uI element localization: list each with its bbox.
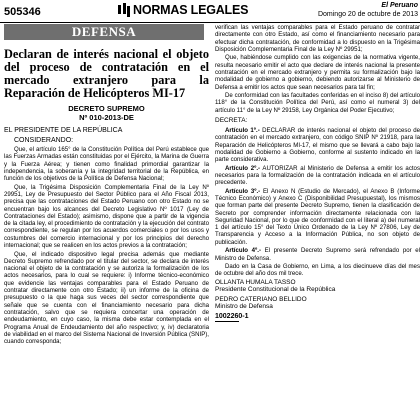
headline: Declaran de interés nacional el objeto del proceso de contratación en el mercado extranjero para la Reparación de Helicópteros MI-17 xyxy=(4,47,209,100)
article-1-text: DECLARAR de interés nacional el objeto del proceso de contratación en el mercado extranjero, con código SNIP Nº 21918, para la Reparación de Helicópteros MI-17, el mismo que se llevará a cabo bajo la modalidad de Gobierno a Gobierno, conforme al sustento indicado en la parte considerativa. xyxy=(215,126,420,164)
signatory-1-name: OLLANTA HUMALA TASSO xyxy=(215,278,296,286)
page-number: 505346 xyxy=(4,6,41,18)
considerando-paragraph-1: Que, el artículo 165° de la Constitución Política del Perú establece que las Fuerzas Armadas están constituidas por el Ejército, la Marina de Guerra y la Fuerza Aérea; y tienen como finalidad primordial garantizar la independencia, la soberanía y la integridad territorial de la República, en función de los objetivos de la Política de Defensa Nacional; xyxy=(4,146,209,183)
legal-basis-paragraph: De conformidad con las facultades conferidas en el inciso 8) del artículo 118° de la Constitución Política del Perú, así como el numeral 3) del artículo 11° de la Ley Nº 29158, Ley Orgánica del Poder Ejecutivo; xyxy=(215,92,420,114)
article-4-label: Artículo 4º.- xyxy=(225,247,261,255)
reference-rule xyxy=(215,321,239,322)
article-4-text: El presente Decreto Supremo será refrendado por el Ministro de Defensa. xyxy=(215,247,420,262)
signatory-2-role: Ministro de Defensa xyxy=(215,303,273,311)
publication-name: El Peruano xyxy=(381,2,418,9)
section-banner: DEFENSA xyxy=(4,24,204,40)
decree-title: DECRETO SUPREMO xyxy=(68,104,145,113)
considerando-heading: CONSIDERANDO: xyxy=(14,137,74,144)
article-2-text: AUTORIZAR al Ministerio de Defensa a emitir los actos necesarios para la formalización de la contratación indicada en el artículo precedente. xyxy=(215,164,420,187)
article-1 xyxy=(215,127,420,163)
considerando-paragraph-2: Que, la Trigésima Disposición Complementaria Final de la Ley Nº 29951, Ley de Presupuesto del Sector Público para el Año Fiscal 2013, precisa que las contrataciones del Estado Peruano con otro Estado no se encuentran bajo los alcances del Decreto Legislativo Nº 1017 (Ley de Contrataciones del Estado); asimismo, dispone que a partir de la vigencia de la citada ley, el procedimiento de contratación y la ejecución del contrato correspondiente, se regulan por los acuerdos comerciales o por los usos y costumbres del comercio internacional y por los principios del derecho internacional; que se realicen en los actos previos a la contratación; xyxy=(4,183,209,250)
article-3-label: Artículo 3º.- xyxy=(225,187,261,195)
decree-number: Nº 010-2013-DE xyxy=(79,113,134,122)
signatory-2-name: PEDRO CATERIANO BELLIDO xyxy=(215,295,307,303)
page-header xyxy=(0,0,420,23)
closing-paragraph: Dado en la Casa de Gobierno, en Lima, a los diecinueve días del mes de octubre del año dos mil trece. xyxy=(215,263,420,278)
brand-bars-icon xyxy=(118,3,130,15)
article-3 xyxy=(215,188,420,246)
considerando-paragraph-4: Que, habiéndose cumplido con las exigencias de la normativa vigente, resulta necesario emitir el acto que declare de interés nacional la presente contratación en el mercado extranjero y permita su formalización bajo la modalidad de gobierno a gobierno, debiendo autorizarse al Ministerio de Defensa a emitir los actos que sean necesarios para tal fin; xyxy=(215,54,420,91)
article-2 xyxy=(215,165,420,187)
reference-number: 1002260-1 xyxy=(215,313,249,321)
continuation-paragraph: verifican las ventajas comparables para el Estado peruano de contratar directamente con otro Estado, así como el financiamiento necesario para efectuar dicha contratación, de conformidad a lo dispuesto en la Trigésima Disposición Complementaria Final de la Ley Nº 29951; xyxy=(215,24,420,53)
brand-label: NORMAS LEGALES xyxy=(133,3,249,17)
brand-title xyxy=(118,3,248,17)
signatory-1-role: Presidente Constitucional de la República xyxy=(215,286,336,294)
president-heading: EL PRESIDENTE DE LA REPÚBLICA xyxy=(4,127,123,134)
considerando-paragraph-3: Que, el indicado dispositivo legal precisa además que mediante Decreto Supremo refrendado por el titular del sector, se declara de interés nacional el objeto de la contratación y se autoriza la formalización de los actos necesarios, para lo cual se requiere: i) Informe técnico-económico que evidencie las ventajas comparables para el Estado Peruano de contratar directamente con otro Estado; ii) un informe de la oficina de presupuesto o la que haga sus veces del sector correspondiente que señale que se cuenta con el financiamiento necesario para dicha contratación, salvo que se requiera concertar una operación de endeudamiento, en cuyo caso, la misma debe estar contemplada en el Programa Anual de Endeudamiento del año respectivo; y, iv) declaratoria de viabilidad en el marco del Sistema Nacional de Inversión Pública (SNIP), cuando corresponda; xyxy=(4,250,209,346)
decreta-heading: DECRETA: xyxy=(215,116,248,124)
left-column xyxy=(4,24,209,347)
publication-info xyxy=(318,1,418,19)
right-column xyxy=(215,24,420,322)
article-3-text: El Anexo N (Estudio de Mercado), el Anexo B (Informe Técnico Económico) y Anexo C (Disponibilidad Presupuestal), los mismos que forman parte del presente Decreto Supremo, tienen la clasificación de Secreto por comprender información directamente relacionada con la Seguridad Nacional, por lo que de conformidad con el literal a) del numeral 1 del artículo 15° del Texto Único Ordenado de la Ley Nº 27806, Ley de Transparencia y Acceso a la Información Pública, no son objeto de publicación. xyxy=(215,187,420,246)
article-2-label: Artículo 2º.- xyxy=(225,164,261,172)
publication-date: Domingo 20 de octubre de 2013 xyxy=(317,11,418,18)
article-4 xyxy=(215,247,420,262)
article-1-label: Artículo 1º.- xyxy=(225,126,260,134)
